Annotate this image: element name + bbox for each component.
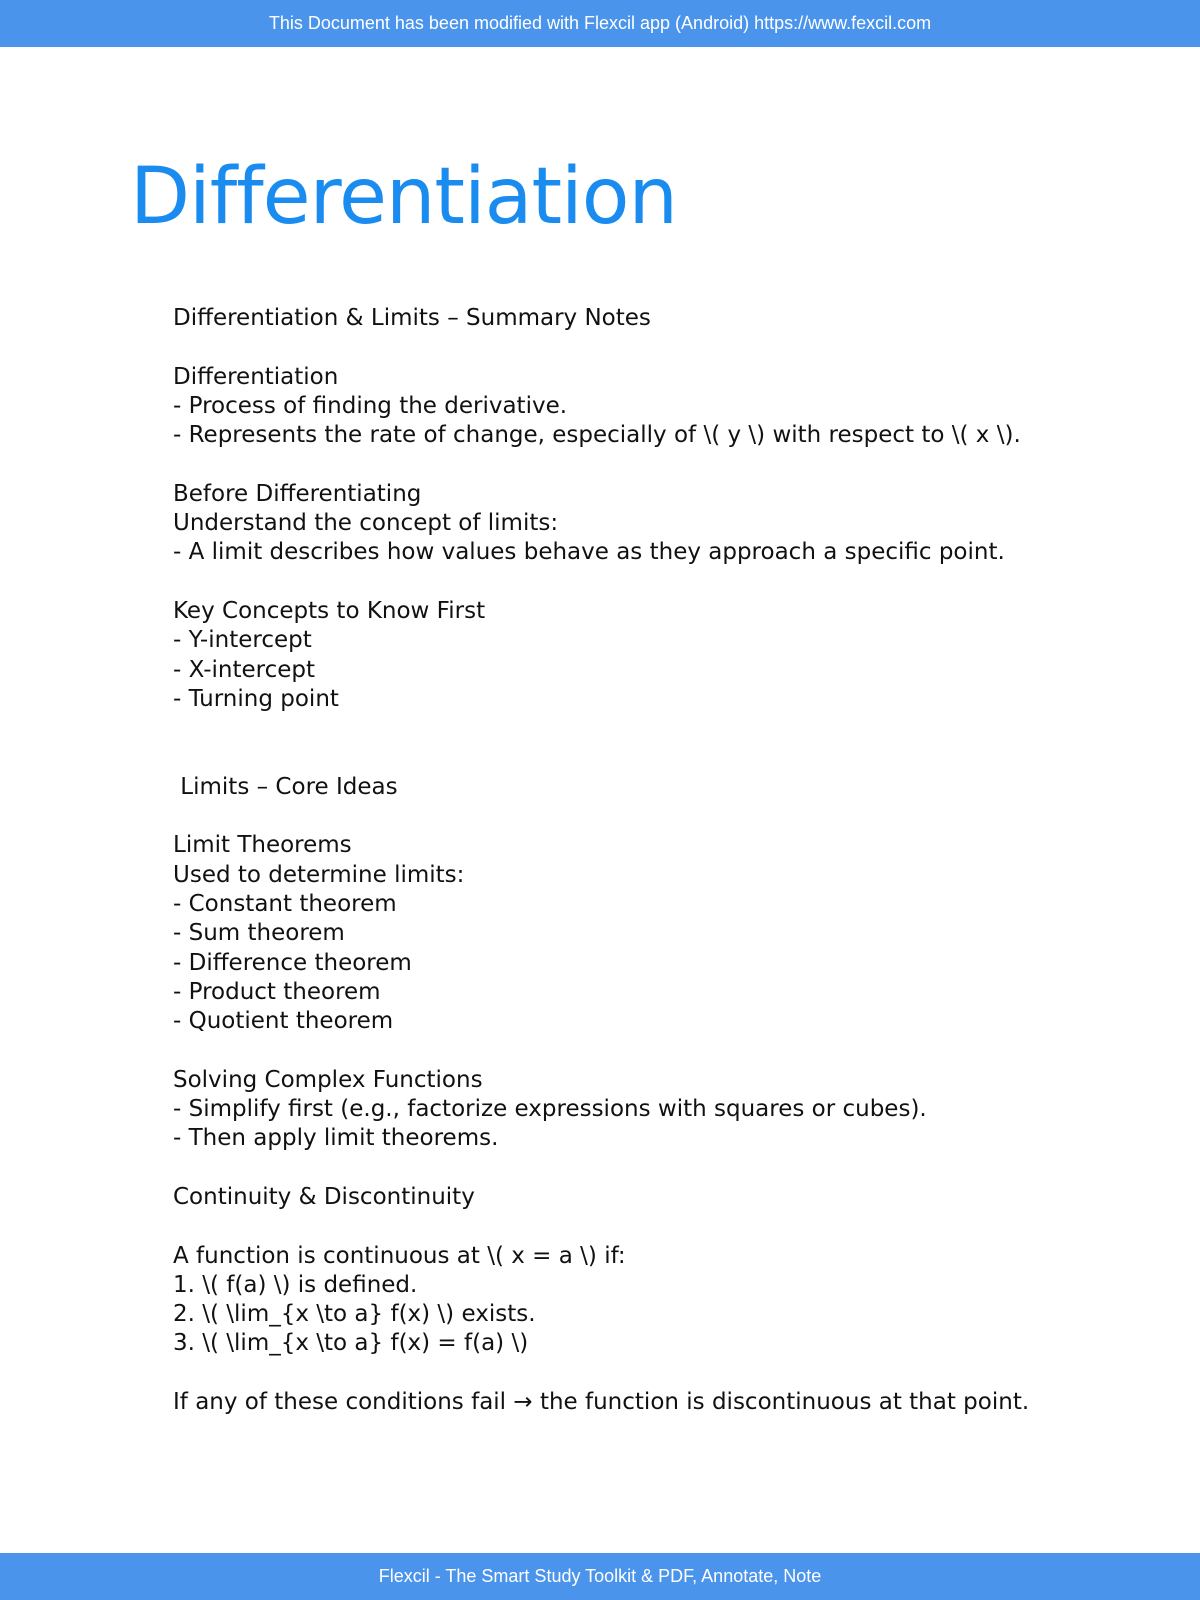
differentiation-heading: Differentiation: [173, 363, 339, 390]
spacer: [173, 743, 1173, 772]
document-body: [173, 304, 1173, 1417]
spacer: [173, 1154, 1173, 1183]
list-item: - Represents the rate of change, especially of \( y \) with respect to \( x \).: [173, 422, 1021, 449]
spacer: [173, 1359, 1173, 1388]
list-item: - Turning point: [173, 685, 339, 712]
limit-theorems-heading: Limit Theorems: [173, 832, 352, 859]
continuity-intro: A function is continuous at \( x = a \) if:: [173, 1242, 626, 1269]
list-item: - Sum theorem: [173, 920, 345, 947]
spacer: [173, 1036, 1173, 1065]
header-banner-text: This Document has been modified with Flexcil app (Android) https://www.fexcil.com: [268, 13, 932, 33]
before-differentiating-heading: Before Differentiating: [173, 480, 422, 507]
list-item: - Then apply limit theorems.: [173, 1125, 499, 1152]
list-item: - Quotient theorem: [173, 1008, 394, 1035]
list-item: 3. \( \lim_{x \to a} f(x) = f(a) \): [173, 1330, 529, 1357]
continuity-heading: Continuity & Discontinuity: [173, 1183, 475, 1210]
complex-functions-heading: Solving Complex Functions: [173, 1066, 483, 1093]
limit-theorems-intro: Used to determine limits:: [173, 861, 465, 888]
key-concepts-heading: Key Concepts to Know First: [173, 597, 486, 624]
spacer: [173, 802, 1173, 831]
list-item: - A limit describes how values behave as they approach a specific point.: [173, 539, 1005, 566]
summary-heading: Differentiation & Limits – Summary Notes: [173, 305, 651, 331]
before-differentiating-intro: Understand the concept of limits:: [173, 510, 559, 537]
list-item: - Simplify first (e.g., factorize expressions with squares or cubes).: [173, 1096, 927, 1123]
page-title: Differentiation: [130, 152, 677, 242]
spacer: [173, 450, 1173, 479]
list-item: - Process of finding the derivative.: [173, 392, 568, 419]
spacer: [173, 714, 1173, 743]
list-item: - Y-intercept: [173, 627, 312, 654]
spacer: [173, 568, 1173, 597]
footer-banner: [0, 1553, 1200, 1600]
list-item: - X-intercept: [173, 656, 316, 683]
spacer: [173, 1212, 1173, 1241]
footer-banner-text: Flexcil - The Smart Study Toolkit & PDF, Annotate, Note: [378, 1566, 822, 1586]
list-item: 1. \( f(a) \) is defined.: [173, 1271, 418, 1298]
list-item: - Product theorem: [173, 978, 381, 1005]
continuity-conclusion: If any of these conditions fail → the function is discontinuous at that point.: [173, 1388, 1030, 1415]
spacer: [173, 333, 1173, 362]
limits-heading: Limits – Core Ideas: [173, 773, 398, 800]
list-item: - Difference theorem: [173, 949, 412, 976]
list-item: 2. \( \lim_{x \to a} f(x) \) exists.: [173, 1301, 536, 1328]
header-banner: [0, 0, 1200, 47]
list-item: - Constant theorem: [173, 890, 397, 917]
